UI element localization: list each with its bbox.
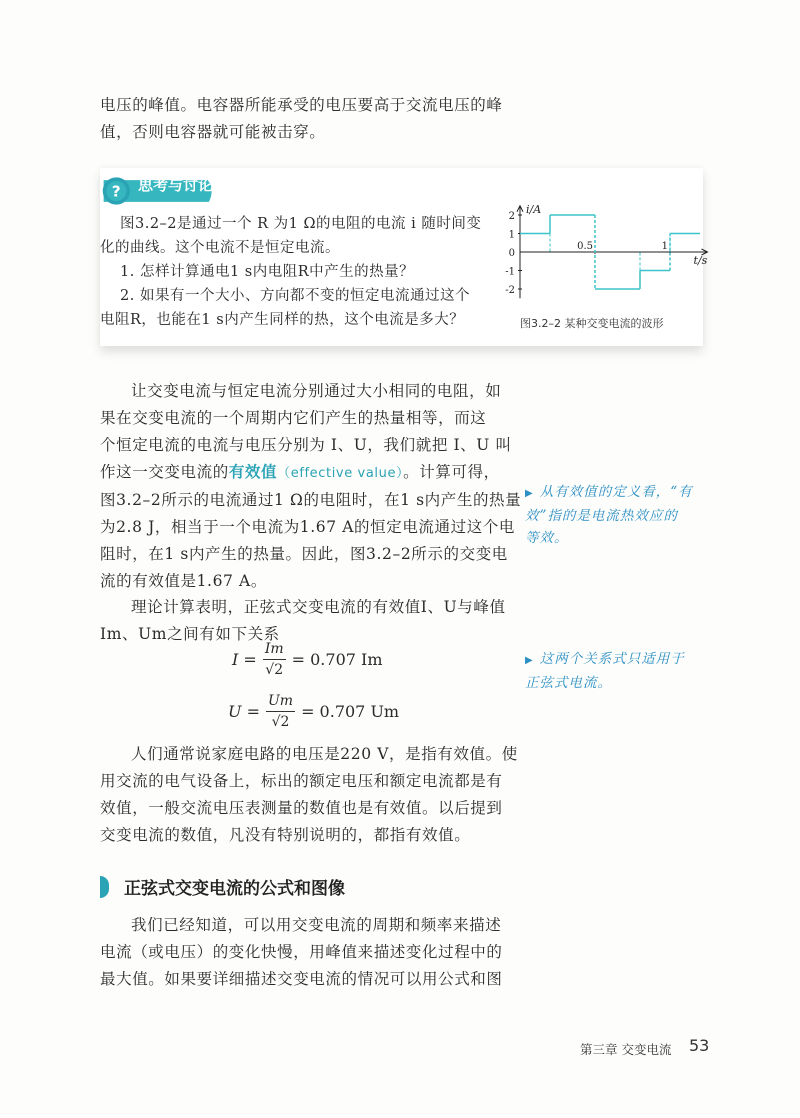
formula-rhs: = 0.707 Im <box>291 650 383 669</box>
text-line: 理论计算表明，正弦式交变电流的有效值I、U与峰值 <box>131 598 506 616</box>
formula-lhs: I = <box>232 650 257 669</box>
figure-caption: 图3.2–2 某种交变电流的波形 <box>520 317 664 330</box>
text-line: 为2.8 J，相当于一个电流为1.67 A的恒定电流通过这个电 <box>100 518 516 536</box>
fraction-denominator: √2 <box>271 714 290 730</box>
text-segment: 作这一交变电流的 <box>100 463 229 481</box>
text-line: 让交变电流与恒定电流分别通过大小相同的电阻，如 <box>131 382 502 400</box>
question-1: 1. 怎样计算通电1 s内电阻R中产生的热量？ <box>120 264 415 280</box>
section-marker <box>100 876 109 898</box>
text-line: 效值，一般交流电压表测量的数值也是有效值。以后提到 <box>100 799 503 817</box>
y-tick-label: -1 <box>505 266 515 278</box>
section-heading: 正弦式交变电流的公式和图像 <box>124 879 345 899</box>
y-tick-label: 2 <box>508 211 515 222</box>
discussion-title: 思考与讨论 <box>138 176 214 194</box>
triangle-marker-icon: ▶ <box>525 655 534 666</box>
x-axis-label: t/s <box>693 254 708 267</box>
formula-lhs: U = <box>228 702 260 721</box>
fraction <box>266 692 295 731</box>
term-effective-value: 有效值 <box>228 463 278 481</box>
formula-intro-paragraph <box>100 912 503 993</box>
y-tick-label: 0 <box>508 248 515 259</box>
text-line: 电流（或电压）的变化快慢，用峰值来描述变化过程中的 <box>100 943 503 961</box>
text-line: 效”指的是电流热效应的 <box>525 508 678 524</box>
text-line <box>100 459 521 487</box>
triangle-marker-icon: ▶ <box>525 488 534 499</box>
svg-text:?: ? <box>111 182 121 201</box>
page-number: 53 <box>689 1036 710 1055</box>
formula-rhs: = 0.707 Um <box>301 702 400 721</box>
text-line: 人们通常说家庭电路的电压是220 V，是指有效值。使 <box>131 745 518 763</box>
formula-current <box>232 640 383 679</box>
text-line: 图3.2–2所示的电流通过1 Ω的电阻时，在1 s内产生的热量 <box>100 491 522 509</box>
x-tick-label: 0.5 <box>577 241 593 252</box>
question-2: 2. 如果有一个大小、方向都不变的恒定电流通过这个 <box>120 288 470 304</box>
text-line: 化的曲线。这个电流不是恒定电流。 <box>100 240 340 256</box>
intro-paragraph <box>100 92 503 146</box>
footer-chapter: 第三章 交变电流 <box>580 1042 672 1057</box>
text-line: 交变电流的数值，凡没有特别说明的，都指有效值。 <box>100 826 471 844</box>
text-segment: 这两个关系式只适用于 <box>539 651 685 667</box>
text-line: 我们已经知道，可以用交变电流的周期和频率来描述 <box>131 916 502 934</box>
text-line <box>525 481 725 505</box>
text-line: 等效。 <box>525 530 569 546</box>
text-line: 图3.2–2是通过一个 R 为1 Ω的电阻的电流 i 随时间变 <box>120 216 482 232</box>
y-tick-label: 1 <box>508 229 515 241</box>
text-line: 电阻R，也能在1 s内产生同样的热，这个电流是多大？ <box>100 312 465 328</box>
text-line: 正弦式电流。 <box>525 675 612 691</box>
text-line: Im、Um之间有如下关系 <box>100 625 280 643</box>
discussion-text <box>100 212 512 332</box>
text-line: 果在交变电流的一个周期内它们产生的热量相等，而这 <box>100 409 487 427</box>
text-line: 电压的峰值。电容器所能承受的电压要高于交流电压的峰 <box>100 96 503 114</box>
formula-voltage <box>228 692 399 731</box>
y-axis-label: i/A <box>526 202 542 216</box>
text-segment: 。计算可得， <box>403 463 500 481</box>
side-note-effective <box>525 481 725 549</box>
side-note-sinusoidal <box>525 648 725 694</box>
fraction-numerator: Um <box>266 692 295 712</box>
fraction-denominator: √2 <box>265 662 284 678</box>
household-voltage-paragraph <box>100 741 518 849</box>
text-line: 值，否则电容器就可能被击穿。 <box>100 123 326 141</box>
y-tick-label: -2 <box>505 285 515 296</box>
text-line: 流的有效值是1.67 A。 <box>100 572 267 590</box>
fraction-numerator: Im <box>263 640 286 660</box>
discussion-box <box>100 168 708 346</box>
text-segment: 从有效值的定义看，“有 <box>539 484 693 500</box>
x-tick-label: 1 <box>661 241 668 252</box>
text-line: 用交流的电气设备上，标出的额定电压和额定电流都是有 <box>100 772 503 790</box>
current-waveform-chart <box>504 190 708 314</box>
fraction <box>263 640 286 679</box>
term-english: （effective value） <box>277 466 404 481</box>
effective-value-paragraph <box>100 378 521 595</box>
text-line: 阻时，在1 s内产生的热量。因此，图3.2–2所示的交变电 <box>100 545 508 563</box>
text-line: 最大值。如果要详细描述交变电流的情况可以用公式和图 <box>100 970 503 988</box>
text-line <box>525 648 725 672</box>
text-line: 个恒定电流的电流与电压分别为 I、U，我们就把 I、U 叫 <box>100 436 512 454</box>
